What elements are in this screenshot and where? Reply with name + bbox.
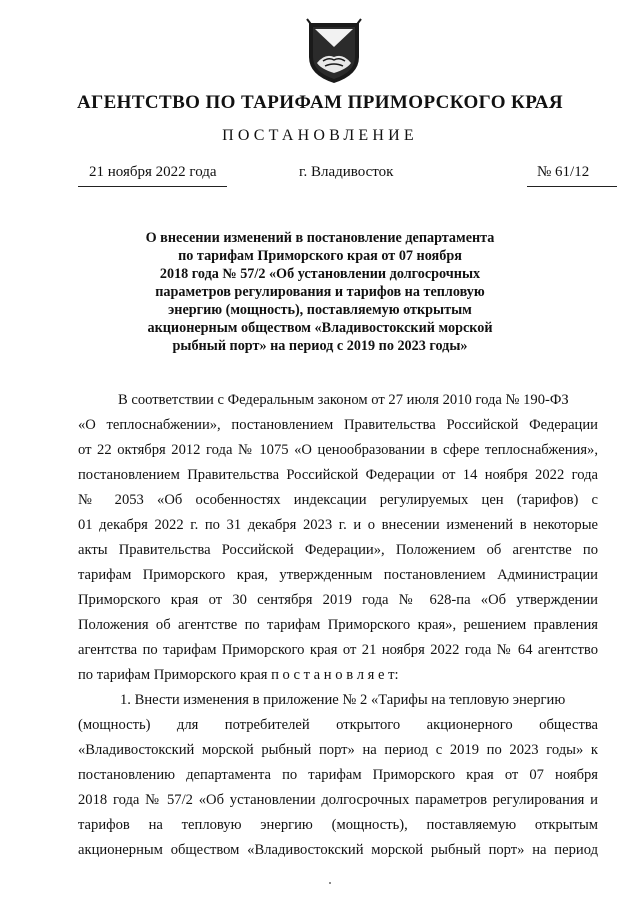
body-line: В соответствии с Федеральным законом от 27 июля 2010 года № 190-ФЗ xyxy=(118,392,569,408)
body-line: тарифов на тепловую энергию (мощность), поставляемую открытым xyxy=(78,817,598,833)
title-line: по тарифам Приморского края от 07 ноября xyxy=(178,248,462,264)
decree-body xyxy=(78,388,598,863)
title-line: параметров регулирования и тарифов на тепловую xyxy=(155,284,485,300)
body-line: Приморского края от 30 сентября 2019 года № 628-па «Об утверждении xyxy=(78,592,598,608)
body-line: Положения об агентстве по тарифам Приморского края», решением правления xyxy=(78,617,598,633)
title-line: 2018 года № 57/2 «Об установлении долгосрочных xyxy=(159,266,481,282)
body-line: по тарифам Приморского края п о с т а н о в л я е т: xyxy=(78,667,399,683)
decree-city: г. Владивосток xyxy=(299,164,394,180)
body-line: акционерным обществом «Владивостокский морской рыбный порт» на период xyxy=(78,842,598,858)
body-line: акты Правительства Российской Федерации», Положением об агентстве по xyxy=(78,542,598,558)
body-line: агентства по тарифам Приморского края от 21 ноября 2022 года № 64 агентство xyxy=(78,642,598,658)
body-line: «О теплоснабжении», постановлением Правительства Российской Федерации xyxy=(78,417,598,433)
body-line: 1. Внести изменения в приложение № 2 «Тарифы на тепловую энергию xyxy=(120,692,566,708)
decree-title xyxy=(100,229,540,355)
date-underline xyxy=(78,186,227,187)
page-mark xyxy=(329,882,331,884)
coat-of-arms-icon xyxy=(303,17,365,85)
number-underline xyxy=(527,186,617,187)
body-line: тарифам Приморского края, утвержденным постановлением Администрации xyxy=(78,567,598,583)
title-line: О внесении изменений в постановление департамента xyxy=(145,230,495,246)
body-line: от 22 октября 2012 года № 1075 «О ценообразовании в сфере теплоснабжения», xyxy=(78,442,598,458)
body-line: постановлением Правительства Российской Федерации от 14 ноября 2022 года xyxy=(78,467,598,483)
body-line: (мощность) для потребителей открытого акционерного общества xyxy=(78,717,598,733)
body-line: 01 декабря 2022 г. по 31 декабря 2023 г. и о внесении изменений в некоторые xyxy=(78,517,598,533)
agency-name: АГЕНТСТВО ПО ТАРИФАМ ПРИМОРСКОГО КРАЯ xyxy=(76,92,564,113)
document-type: ПОСТАНОВЛЕНИЕ xyxy=(222,127,418,144)
body-line: № 2053 «Об особенностях индексации регулируемых цен (тарифов) с xyxy=(78,492,598,508)
title-line: рыбный порт» на период с 2019 по 2023 годы» xyxy=(172,338,468,354)
title-line: энергию (мощность), поставляемую открытым xyxy=(168,302,472,318)
title-line: акционерным обществом «Владивостокский морской xyxy=(147,320,493,336)
body-line: 2018 года № 57/2 «Об установлении долгосрочных параметров регулирования и xyxy=(78,792,598,808)
decree-number: № 61/12 xyxy=(537,164,590,180)
body-line: постановлению департамента по тарифам Приморского края от 07 ноября xyxy=(78,767,598,783)
decree-date: 21 ноября 2022 года xyxy=(89,164,217,180)
body-line: «Владивостокский морской рыбный порт» на период с 2019 по 2023 годы» к xyxy=(78,742,598,758)
